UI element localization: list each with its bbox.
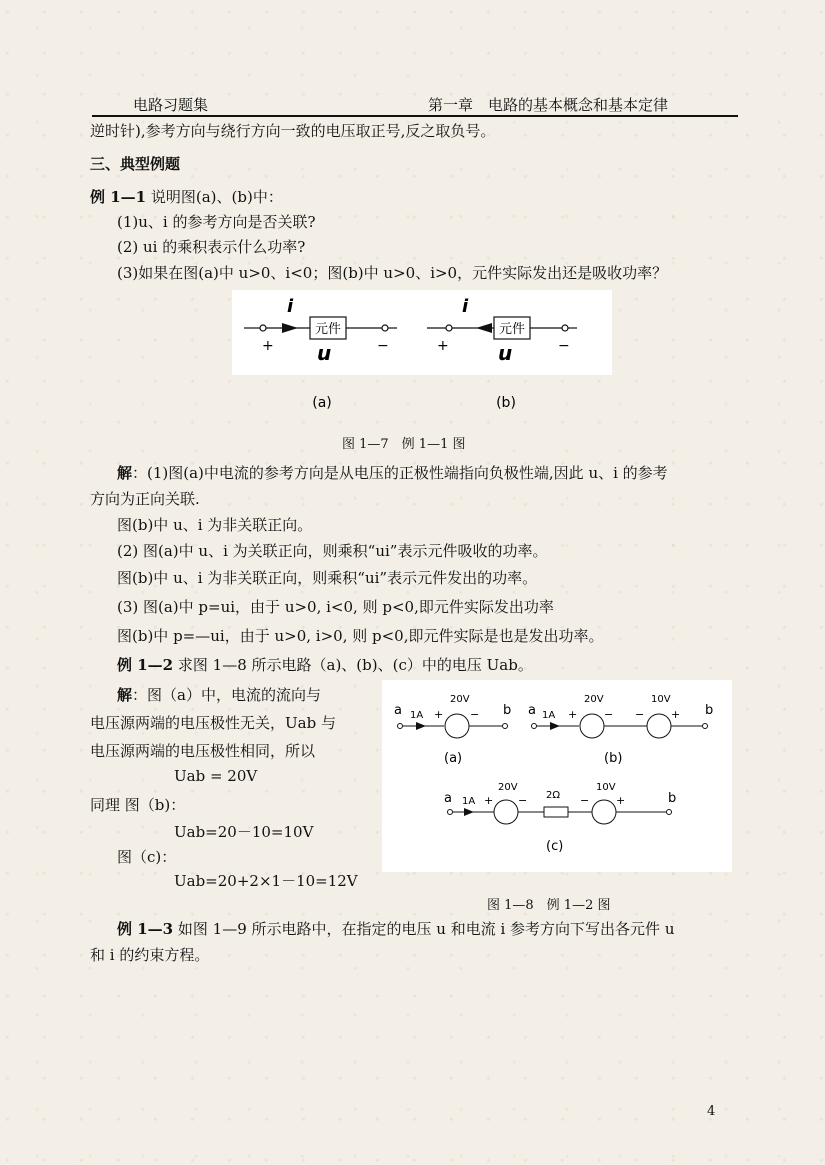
resistor-label: 2Ω bbox=[546, 790, 561, 801]
example-1-2: 例 1—2 求图 1—8 所示电路（a)、(b)、(c）中的电压 Uab。 bbox=[117, 656, 533, 674]
solution-2-line-3: 电压源两端的电压极性相同，所以 bbox=[90, 742, 316, 760]
solution-1-line-7: 图(b)中 p=—ui，由于 u>0, i>0, 则 p<0,即元件实际是也是发出功率。 bbox=[117, 627, 604, 645]
plus-b: + bbox=[437, 338, 449, 354]
plus-a: + bbox=[262, 338, 274, 354]
question-3: (3)如果在图(a)中 u>0、i<0；图(b)中 u>0、i>0，元件实际发出还是吸收功率？ bbox=[117, 264, 668, 282]
svg-text:20V: 20V bbox=[584, 694, 604, 705]
svg-text:b: b bbox=[668, 791, 677, 806]
svg-text:10V: 10V bbox=[651, 694, 671, 705]
figure-1-7-caption: 图 1—7 例 1—1 图 bbox=[342, 437, 466, 452]
svg-text:1A: 1A bbox=[542, 710, 556, 721]
page-number: 4 bbox=[707, 1104, 716, 1119]
svg-text:+: + bbox=[616, 794, 626, 807]
svg-text:20V: 20V bbox=[450, 694, 470, 705]
minus-a: − bbox=[377, 338, 389, 354]
current-i-b: i bbox=[462, 296, 469, 317]
header-rule bbox=[92, 115, 738, 117]
figure-1-8-caption: 图 1—8 例 1—2 图 bbox=[487, 898, 611, 913]
svg-text:a: a bbox=[528, 703, 536, 718]
figure-1-8 bbox=[382, 680, 732, 872]
svg-text:+: + bbox=[484, 794, 494, 807]
voltage-u-a: u bbox=[317, 341, 332, 365]
example-1-1-intro: 例 1—1 说明图(a)、(b)中： bbox=[90, 188, 283, 206]
voltage-u-b: u bbox=[498, 341, 513, 365]
svg-text:−: − bbox=[470, 708, 480, 721]
solution-1-line-5: 图(b)中 u、i 为非关联正向，则乘积“ui”表示元件发出的功率。 bbox=[117, 569, 538, 587]
svg-text:−: − bbox=[604, 708, 614, 721]
question-2: (2) ui 的乘积表示什么功率? bbox=[117, 238, 306, 256]
svg-text:+: + bbox=[568, 708, 578, 721]
header-left: 电路习题集 bbox=[133, 96, 209, 114]
voltage-source-icon bbox=[445, 714, 469, 738]
current-i-a: i bbox=[287, 296, 294, 317]
svg-text:−: − bbox=[518, 794, 528, 807]
current-1a: 1A bbox=[410, 710, 424, 721]
example-1-3-line-2: 和 i 的约束方程。 bbox=[90, 946, 210, 964]
solution-2-line-2: 电压源两端的电压极性无关，Uab 与 bbox=[90, 714, 336, 732]
solution-1-line-2: 方向为正向关联. bbox=[90, 490, 200, 508]
resistor-icon bbox=[544, 807, 568, 817]
body-line-0: 逆时针),参考方向与绕行方向一致的电压取正号,反之取负号。 bbox=[90, 122, 496, 140]
minus-b: − bbox=[558, 338, 570, 354]
example-1-3-line-1: 例 1—3 如图 1—9 所示电路中，在指定的电压 u 和电流 i 参考方向下写出各元件 u bbox=[117, 920, 675, 938]
figure-label-a: (a) bbox=[312, 395, 332, 411]
node-a: a bbox=[394, 703, 402, 718]
svg-text:+: + bbox=[671, 708, 681, 721]
svg-text:20V: 20V bbox=[498, 782, 518, 793]
svg-text:1A: 1A bbox=[462, 796, 476, 807]
node-b: b bbox=[503, 703, 512, 718]
svg-text:+: + bbox=[434, 708, 444, 721]
svg-text:−: − bbox=[635, 708, 645, 721]
label-8a: (a) bbox=[444, 751, 463, 766]
example-1-3-label: 例 1—3 bbox=[117, 920, 174, 938]
voltage-source-icon bbox=[494, 800, 518, 824]
element-label-b: 元件 bbox=[498, 322, 526, 337]
svg-text:a: a bbox=[444, 791, 452, 806]
label-8b: (b) bbox=[604, 751, 623, 766]
solution-1-line-1: 解：(1)图(a)中电流的参考方向是从电压的正极性端指向负极性端,因此 u、i 的参考 bbox=[117, 464, 668, 482]
solution-label: 解 bbox=[117, 464, 133, 482]
label-8c: (c) bbox=[546, 839, 564, 854]
solution-1-line-3: 图(b)中 u、i 为非关联正向。 bbox=[117, 516, 313, 534]
solution-2-line-6: Uab=20－10=10V bbox=[174, 823, 314, 841]
figure-1-7 bbox=[232, 290, 612, 420]
solution-2-line-4: Uab = 20V bbox=[174, 767, 258, 785]
svg-text:10V: 10V bbox=[596, 782, 616, 793]
solution-1-line-4: (2) 图(a)中 u、i 为关联正向，则乘积“ui”表示元件吸收的功率。 bbox=[117, 542, 548, 560]
figure-label-b: (b) bbox=[496, 395, 516, 411]
header-right: 第一章 电路的基本概念和基本定律 bbox=[428, 96, 669, 114]
voltage-source-icon bbox=[580, 714, 604, 738]
example-1-1-label: 例 1—1 bbox=[90, 188, 147, 206]
svg-text:−: − bbox=[580, 794, 590, 807]
svg-text:b: b bbox=[705, 703, 714, 718]
question-1: (1)u、i 的参考方向是否关联? bbox=[117, 213, 316, 231]
solution-2-line-5: 同理 图（b)： bbox=[90, 796, 186, 814]
solution-2-line-1: 解：图（a）中，电流的流向与 bbox=[117, 686, 321, 704]
example-1-2-label: 例 1—2 bbox=[117, 656, 174, 674]
section-title: 三、典型例题 bbox=[90, 155, 181, 173]
element-label-a: 元件 bbox=[314, 322, 342, 337]
solution-2-line-8: Uab=20+2×1－10=12V bbox=[174, 872, 358, 890]
solution-label: 解 bbox=[117, 686, 133, 704]
solution-1-line-6: (3) 图(a)中 p=ui，由于 u>0, i<0, 则 p<0,即元件实际发出功率 bbox=[117, 598, 554, 616]
solution-2-line-7: 图（c)： bbox=[117, 848, 177, 866]
voltage-source-icon bbox=[647, 714, 671, 738]
voltage-source-icon bbox=[592, 800, 616, 824]
